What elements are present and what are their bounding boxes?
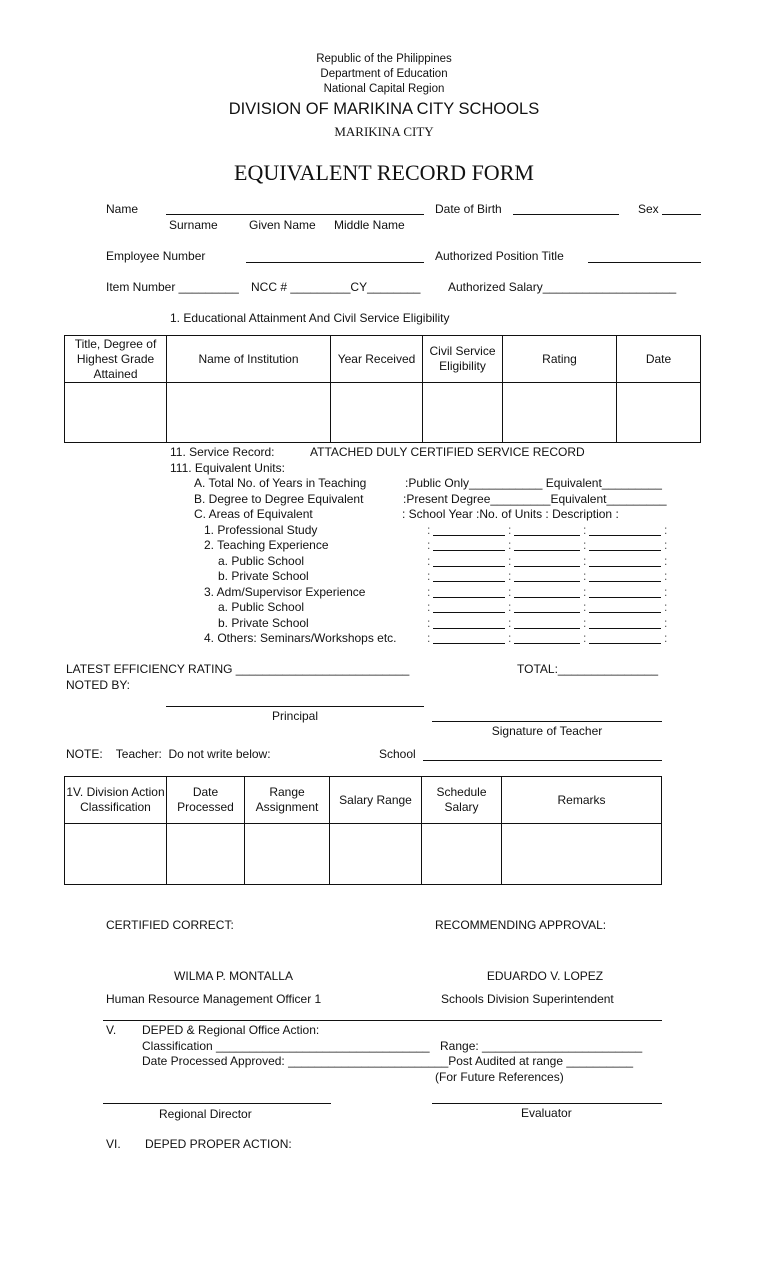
- school-year-field[interactable]: [433, 581, 505, 582]
- school-year-field[interactable]: [433, 612, 505, 613]
- efficiency-rating-field[interactable]: LATEST EFFICIENCY RATING __________________________: [66, 662, 410, 676]
- division-header-row: [65, 777, 662, 824]
- description-field[interactable]: [589, 566, 661, 567]
- name-field[interactable]: [166, 214, 424, 215]
- colon-separator: :: [583, 631, 587, 645]
- col-range-assignment: Range Assignment: [245, 777, 330, 824]
- colon-separator: :: [427, 616, 431, 630]
- total-years-label: A. Total No. of Years in Teaching: [194, 476, 367, 490]
- school-field[interactable]: [423, 760, 662, 761]
- colon-separator: :: [508, 631, 512, 645]
- description-field[interactable]: [589, 628, 661, 629]
- colon-separator: :: [508, 616, 512, 630]
- range-field[interactable]: Range: ________________________: [440, 1039, 643, 1053]
- education-header-row: [65, 336, 701, 383]
- colon-separator: :: [583, 616, 587, 630]
- cell-institution[interactable]: [167, 383, 331, 443]
- recommending-approval-label: RECOMMENDING APPROVAL:: [435, 918, 607, 932]
- regional-director-label: Regional Director: [159, 1107, 252, 1121]
- cell-degree[interactable]: [65, 383, 167, 443]
- school-year-field[interactable]: [433, 643, 505, 644]
- units-field[interactable]: [514, 612, 580, 613]
- item-number-field[interactable]: Item Number _________: [106, 280, 239, 294]
- colon-separator: :: [664, 631, 668, 645]
- hr-officer-name: WILMA P. MONTALLA: [174, 969, 293, 983]
- colon-separator: :: [427, 631, 431, 645]
- col-civil-service: Civil Service Eligibility: [423, 336, 503, 383]
- colon-separator: :: [664, 554, 668, 568]
- colon-separator: :: [508, 600, 512, 614]
- given-name-label: Given Name: [249, 218, 316, 232]
- colon-separator: :: [508, 554, 512, 568]
- section6-number: VI.: [106, 1137, 121, 1151]
- dob-label: Date of Birth: [435, 202, 502, 216]
- certified-correct-label: CERTIFIED CORRECT:: [106, 918, 234, 932]
- colon-separator: :: [508, 585, 512, 599]
- employee-number-field[interactable]: [246, 262, 424, 263]
- teacher-signature-line[interactable]: [432, 721, 662, 722]
- description-field[interactable]: [589, 643, 661, 644]
- colon-separator: :: [583, 569, 587, 583]
- form-title: EQUIVALENT RECORD FORM: [234, 160, 534, 185]
- area-label: b. Private School: [218, 569, 309, 583]
- units-field[interactable]: [514, 581, 580, 582]
- units-field[interactable]: [514, 643, 580, 644]
- area-label: 1. Professional Study: [204, 523, 318, 537]
- education-table: [64, 335, 701, 443]
- header-region: National Capital Region: [323, 83, 445, 95]
- middle-name-label: Middle Name: [334, 218, 405, 232]
- section6-title: DEPED PROPER ACTION:: [145, 1137, 292, 1151]
- note-label: NOTE: Teacher: Do not write below:: [66, 747, 271, 761]
- total-field[interactable]: TOTAL:_______________: [517, 662, 659, 676]
- cell-schedule-salary[interactable]: [422, 824, 502, 885]
- colon-separator: :: [508, 569, 512, 583]
- colon-separator: :: [427, 600, 431, 614]
- cell-classification[interactable]: [65, 824, 167, 885]
- area-label: 2. Teaching Experience: [204, 538, 329, 552]
- area-label: a. Public School: [218, 554, 305, 568]
- service-record-value: ATTACHED DULY CERTIFIED SERVICE RECORD: [310, 445, 585, 459]
- cell-year-received[interactable]: [331, 383, 423, 443]
- employee-number-label: Employee Number: [106, 249, 206, 263]
- principal-signature-line[interactable]: [166, 706, 424, 707]
- units-field[interactable]: [514, 628, 580, 629]
- classification-field[interactable]: Classification ________________________________: [142, 1039, 430, 1053]
- units-field[interactable]: [514, 566, 580, 567]
- cell-range-assignment[interactable]: [245, 824, 330, 885]
- header-department: Department of Education: [320, 68, 448, 80]
- noted-by-label: NOTED BY:: [66, 678, 131, 692]
- surname-label: Surname: [169, 218, 218, 232]
- description-field[interactable]: [589, 597, 661, 598]
- colon-separator: :: [664, 585, 668, 599]
- section3-title: 111. Equivalent Units:: [170, 461, 285, 475]
- total-years-field[interactable]: :Public Only___________ Equivalent_________: [405, 476, 662, 490]
- evaluator-label: Evaluator: [521, 1106, 572, 1120]
- area-label: b. Private School: [218, 616, 309, 630]
- teacher-signature-label: Signature of Teacher: [491, 724, 603, 738]
- colon-separator: :: [664, 538, 668, 552]
- colon-separator: :: [508, 538, 512, 552]
- future-references-note: (For Future References): [435, 1070, 564, 1084]
- division-action-table: [64, 776, 662, 885]
- description-field[interactable]: [589, 612, 661, 613]
- description-field[interactable]: [589, 581, 661, 582]
- colon-separator: :: [583, 523, 587, 537]
- degree-equivalent-field[interactable]: :Present Degree_________Equivalent_________: [403, 492, 667, 506]
- units-field[interactable]: [514, 535, 580, 536]
- area-label: a. Public School: [218, 600, 305, 614]
- areas-label: C. Areas of Equivalent: [194, 507, 313, 521]
- col-institution: Name of Institution: [167, 336, 331, 383]
- colon-separator: :: [583, 585, 587, 599]
- position-title-field[interactable]: [588, 262, 701, 263]
- colon-separator: :: [583, 600, 587, 614]
- colon-separator: :: [427, 538, 431, 552]
- superintendent-name: EDUARDO V. LOPEZ: [486, 969, 604, 983]
- cell-rating[interactable]: [503, 383, 617, 443]
- col-year-received: Year Received: [331, 336, 423, 383]
- col-salary-range: Salary Range: [330, 777, 422, 824]
- col-schedule-salary: Schedule Salary: [422, 777, 502, 824]
- principal-label: Principal: [271, 709, 319, 723]
- degree-equivalent-label: B. Degree to Degree Equivalent: [194, 492, 364, 506]
- col-degree: Title, Degree of Highest Grade Attained: [65, 336, 167, 383]
- colon-separator: :: [427, 523, 431, 537]
- cell-date-processed[interactable]: [167, 824, 245, 885]
- units-field[interactable]: [514, 597, 580, 598]
- section1-title: 1. Educational Attainment And Civil Service Eligibility: [170, 311, 450, 325]
- cell-date[interactable]: [617, 383, 701, 443]
- colon-separator: :: [583, 538, 587, 552]
- header-city: MARIKINA CITY: [334, 124, 434, 139]
- name-label: Name: [106, 202, 139, 216]
- description-field[interactable]: [589, 535, 661, 536]
- cell-salary-range[interactable]: [330, 824, 422, 885]
- colon-separator: :: [427, 569, 431, 583]
- school-label: School: [379, 747, 416, 761]
- colon-separator: :: [664, 616, 668, 630]
- col-remarks: Remarks: [502, 777, 662, 824]
- section5-number: V.: [106, 1023, 117, 1037]
- colon-separator: :: [427, 554, 431, 568]
- colon-separator: :: [664, 600, 668, 614]
- cell-remarks[interactable]: [502, 824, 662, 885]
- units-field[interactable]: [514, 550, 580, 551]
- area-label: 3. Adm/Supervisor Experience: [204, 585, 366, 599]
- description-field[interactable]: [589, 550, 661, 551]
- col-classification: 1V. Division Action Classification: [65, 777, 167, 824]
- school-year-field[interactable]: [433, 628, 505, 629]
- col-date-processed: Date Processed: [167, 777, 245, 824]
- header-republic: Republic of the Philippines: [316, 53, 452, 65]
- school-year-field[interactable]: [433, 550, 505, 551]
- cell-civil-service[interactable]: [423, 383, 503, 443]
- evaluator-signature-line[interactable]: [432, 1103, 662, 1104]
- col-date: Date: [617, 336, 701, 383]
- hr-officer-title: Human Resource Management Officer 1: [106, 992, 322, 1006]
- colon-separator: :: [664, 523, 668, 537]
- section5-divider: [103, 1020, 662, 1021]
- school-year-field[interactable]: [433, 535, 505, 536]
- regional-director-signature-line[interactable]: [103, 1103, 331, 1104]
- header-division: DIVISION OF MARIKINA CITY SCHOOLS: [228, 100, 540, 118]
- superintendent-title: Schools Division Superintendent: [441, 992, 614, 1006]
- area-label: 4. Others: Seminars/Workshops etc.: [204, 631, 397, 645]
- colon-separator: :: [508, 523, 512, 537]
- colon-separator: :: [664, 569, 668, 583]
- sex-label: Sex: [638, 202, 659, 216]
- table-row: [65, 824, 662, 885]
- colon-separator: :: [427, 585, 431, 599]
- school-year-field[interactable]: [433, 597, 505, 598]
- col-rating: Rating: [503, 336, 617, 383]
- position-title-label: Authorized Position Title: [435, 249, 564, 263]
- date-processed-field[interactable]: Date Processed Approved: ________________________Post Audited at range __________: [142, 1054, 634, 1068]
- colon-separator: :: [583, 554, 587, 568]
- authorized-salary-field[interactable]: Authorized Salary____________________: [448, 280, 677, 294]
- sex-field[interactable]: [662, 214, 701, 215]
- areas-header: : School Year :No. of Units : Description :: [402, 507, 619, 521]
- table-row: [65, 383, 701, 443]
- section5-title: DEPED & Regional Office Action:: [142, 1023, 320, 1037]
- school-year-field[interactable]: [433, 566, 505, 567]
- ncc-cy-field[interactable]: NCC # _________CY________: [251, 280, 421, 294]
- dob-field[interactable]: [513, 214, 619, 215]
- service-record-label: 11. Service Record:: [170, 445, 275, 459]
